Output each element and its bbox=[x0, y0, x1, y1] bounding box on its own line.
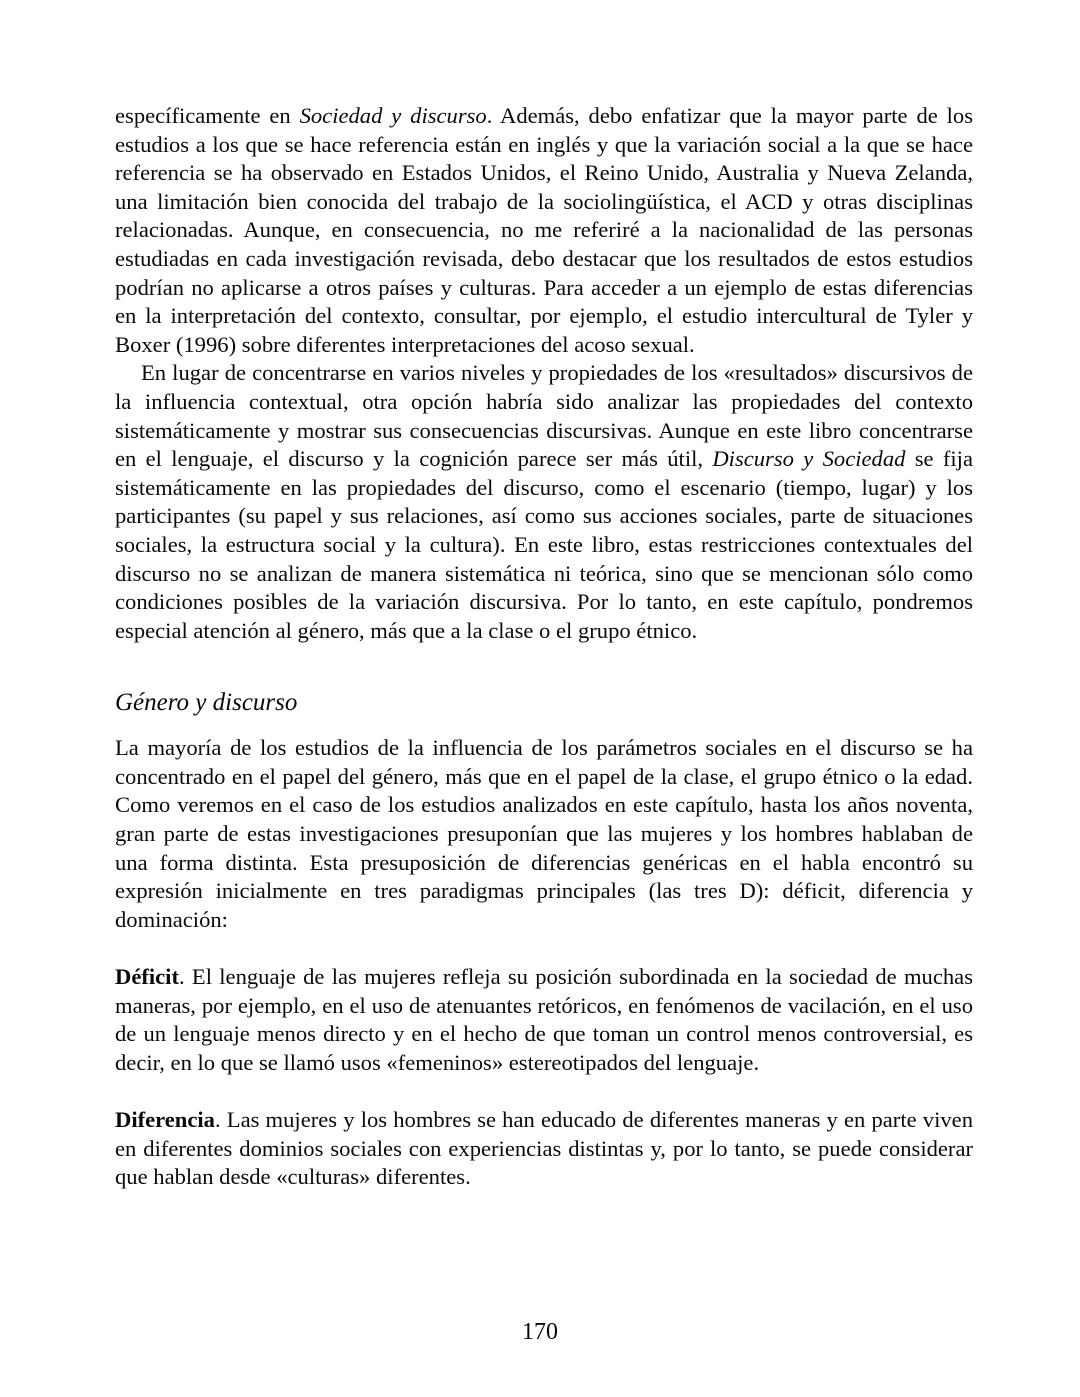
text-run: . Además, debo enfatizar que la mayor parte de los estudios a los que se hace referencia están en inglés y que la variación social a la que se hace referencia se ha observado en Estados Unidos, el Reino Unido, Australia y Nueva Zelanda, una limitación bien conocida del trabajo de la sociolingüística, el ACD y otras disciplinas relacionadas. Aunque, en consecuencia, no me referiré a la nacionalidad de las personas estudiadas en cada investigación revisada, debo destacar que los resultados de estos estudios podrían no aplicarse a otros países y culturas. Para acceder a un ejemplo de estas diferencias en la interpretación del contexto, consultar, por ejemplo, el estudio intercultural de Tyler y Boxer (1996) sobre diferentes interpretaciones del acoso sexual. bbox=[115, 103, 974, 357]
text-run: . El lenguaje de las mujeres refleja su posición subordinada en la sociedad de muchas maneras, por ejemplo, en el uso de atenuantes retóricos, en fenómenos de vacilación, en el uso de un lenguaje menos directo y en el hecho de que toman un control menos controversial, es decir, en lo que se llamó usos «femeninos» estereotipados del lenguaje. bbox=[115, 964, 973, 1075]
section-heading-genero-y-discurso: Género y discurso bbox=[115, 689, 298, 717]
section-heading-block bbox=[115, 688, 973, 718]
italic-title: Sociedad y discurso bbox=[299, 103, 487, 128]
text-run: En lugar de concentrarse en varios niveles y propiedades de los «resultados» discursivos de la influencia contextual, otra opción habría sido analizar las propiedades del contexto sistemáticamente y mostrar sus consecuencias discursivas. Aunque en este libro concentrarse en el lenguaje, el discurso y la cognición parece ser más útil, bbox=[115, 360, 973, 472]
text-run: . Las mujeres y los hombres se han educado de diferentes maneras y en parte viven en diferentes dominios sociales con experiencias distintas y, por lo tanto, se puede considerar que hablan desde «culturas» diferentes. bbox=[115, 1107, 973, 1190]
text-run: La mayoría de los estudios de la influencia de los parámetros sociales en el discurso se ha concentrado en el papel del género, más que en el papel de la clase, el grupo étnico o la edad. Como veremos en el caso de los estudios analizados en este capítulo, hasta los años noventa, gran parte de estas investigaciones presuponían que las mujeres y los hombres hablaban de una forma distinta. Esta presuposición de diferencias genéricas en el habla encontró su expresión inicialmente en tres paradigmas principales (las tres D): déficit, diferencia y dominación: bbox=[115, 735, 973, 932]
paragraph-la-mayoria bbox=[115, 734, 973, 934]
text-column bbox=[115, 102, 973, 1192]
paragraph-continuation bbox=[115, 102, 973, 359]
paragraph-en-lugar bbox=[115, 359, 973, 645]
italic-title: Discurso y Sociedad bbox=[712, 446, 906, 472]
paragraph-diferencia bbox=[115, 1106, 973, 1192]
text-run: específicamente en bbox=[115, 103, 300, 128]
paragraph-lead-in: Diferencia bbox=[115, 1107, 215, 1132]
text-run: se fija sistemáticamente en las propiedades del discurso, como el escenario (tiempo, lugar) y los participantes (su papel y sus relaciones, así como sus acciones sociales, parte de situaciones sociales, la estructura social y la cultura). En este libro, estas restricciones contextuales del discurso no se analizan de manera sistemática ni teórica, sino que se mencionan sólo como condiciones posibles de la variación discursiva. Por lo tanto, en este capítulo, pondremos especial atención al género, más que a la clase o el grupo étnico. bbox=[115, 446, 973, 643]
paragraph-lead-in: Déficit bbox=[115, 964, 179, 990]
page-number: 170 bbox=[522, 1319, 558, 1345]
paragraph-deficit bbox=[115, 963, 973, 1077]
